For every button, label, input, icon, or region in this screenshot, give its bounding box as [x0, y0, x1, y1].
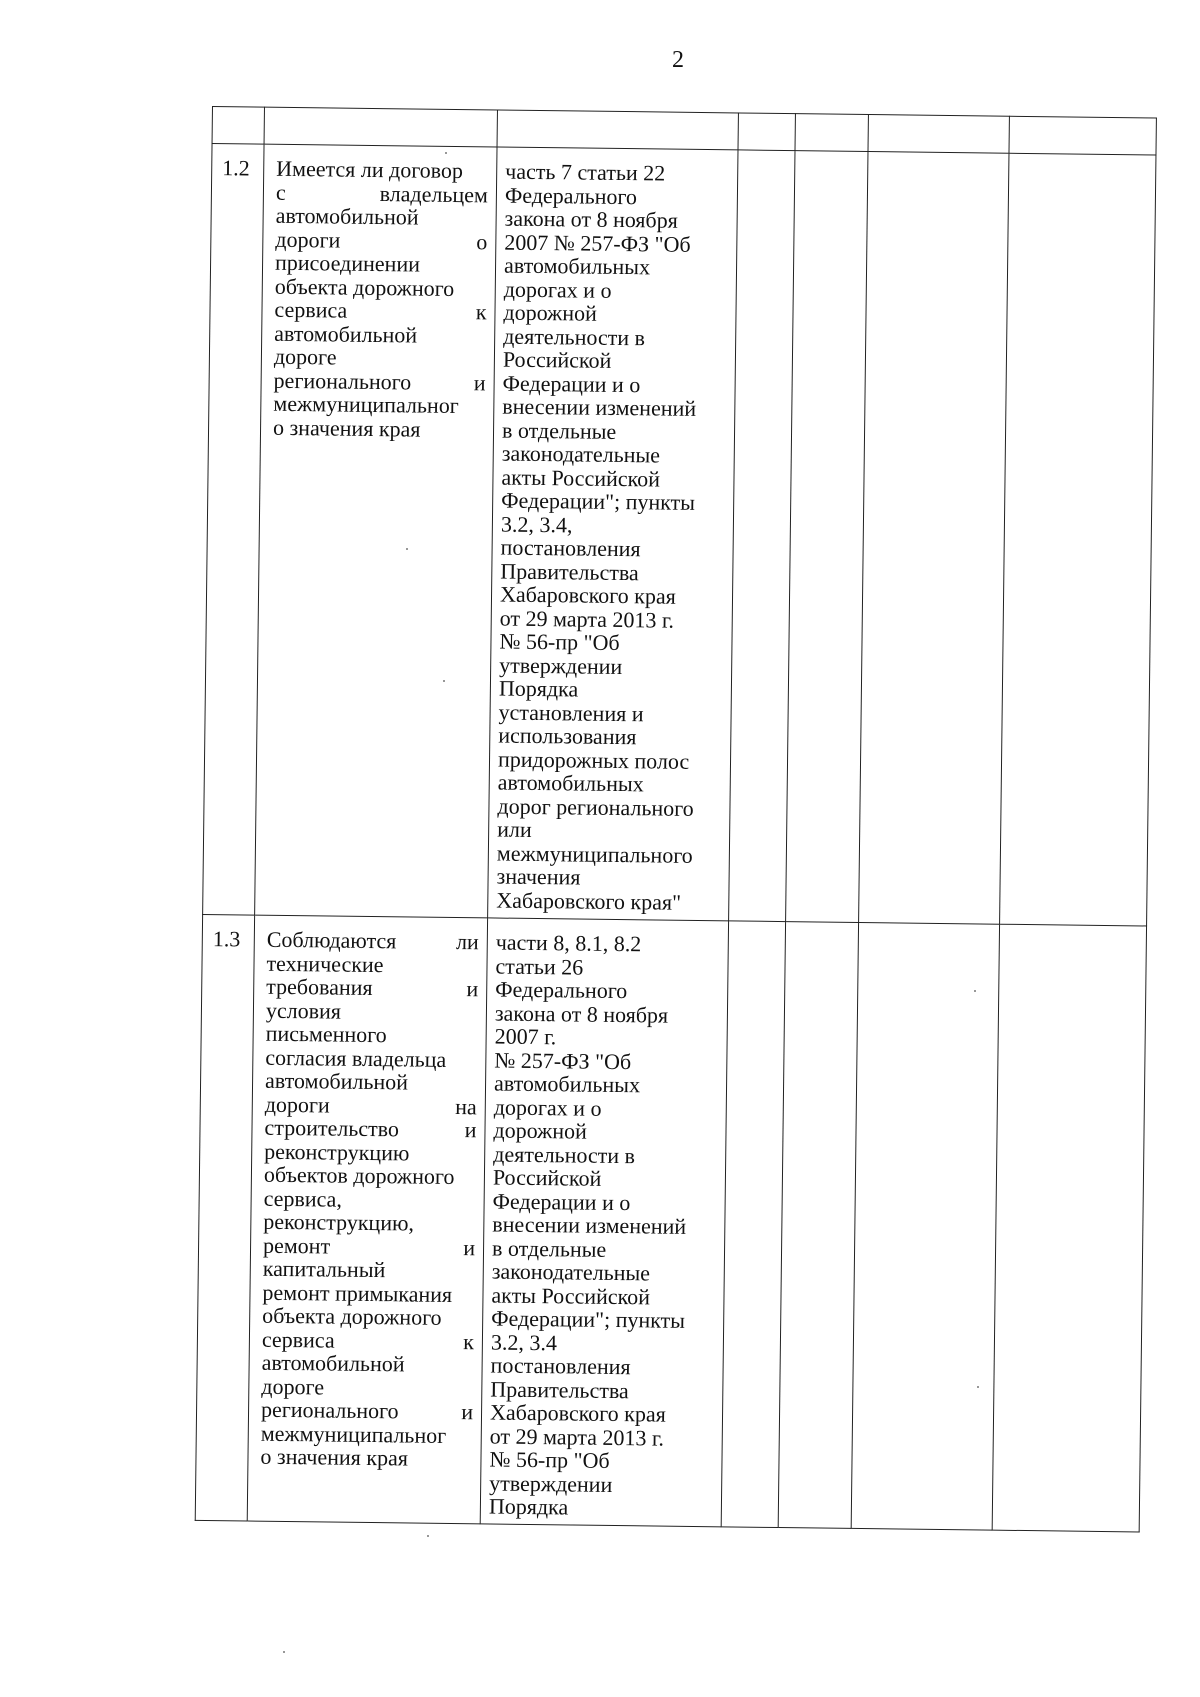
header-cell-empty-2 — [795, 114, 868, 152]
legal-basis-line: автомобильных — [497, 769, 644, 797]
legal-basis-line: дорогах и о — [493, 1094, 602, 1121]
question-line: согласия владельца — [265, 1044, 447, 1072]
question-line: капитальный — [262, 1255, 386, 1283]
header-cell-number — [212, 107, 264, 145]
legal-basis-line: части 8, 8.1, 8.2 — [495, 929, 642, 957]
legal-basis-cell — [480, 918, 728, 1527]
header-cell-empty-4 — [1009, 116, 1156, 155]
legal-basis-line: Федерации"; пункты — [501, 487, 696, 515]
legal-basis-line: № 257-ФЗ "Об — [494, 1047, 632, 1074]
legal-basis-cell — [488, 147, 738, 921]
requirements-table — [195, 106, 1157, 1532]
header-cell-empty-1 — [738, 113, 795, 151]
legal-basis-line: установления и — [498, 699, 644, 726]
row-number-cell: 1.2 — [203, 144, 264, 916]
question-line: Имеется ли договор — [276, 155, 464, 184]
legal-basis-line: законодательные — [491, 1258, 651, 1286]
legal-basis-line: закона от 8 ноября — [494, 1000, 669, 1028]
question-line: сервиса к — [274, 296, 487, 325]
legal-basis-line: в отдельные — [491, 1235, 607, 1262]
legal-basis-line: утверждении — [489, 1469, 613, 1497]
question-line: требования и — [266, 973, 479, 1002]
legal-basis-line: придорожных полос — [497, 746, 690, 774]
empty-cell — [786, 151, 868, 923]
legal-basis-line: от 29 марта 2013 г. — [489, 1422, 665, 1451]
legal-basis-line: законодательные — [501, 440, 661, 468]
question-line: ремонт и — [262, 1232, 476, 1260]
legal-basis-line: Российской — [492, 1164, 602, 1191]
question-line: объекта дорожного — [274, 273, 455, 301]
empty-cell — [992, 924, 1146, 1532]
legal-basis-line: Федерации и о — [492, 1188, 631, 1215]
legal-basis-line: внесении изменений — [492, 1211, 687, 1239]
legal-basis-line: 3.2, 3.4 — [490, 1329, 558, 1355]
legal-basis-line: 3.2, 3.4, — [500, 511, 573, 537]
row-number-cell: 1.3 — [195, 914, 254, 1521]
legal-basis-line: Хабаровского края — [499, 581, 676, 609]
legal-basis-line: № 56-пр "Об — [499, 628, 620, 656]
scan-speck — [406, 548, 408, 550]
empty-cell — [851, 922, 999, 1530]
legal-basis-line: акты Российской — [491, 1282, 651, 1309]
legal-basis-line: автомобильных — [493, 1070, 641, 1098]
legal-basis-line: 2007 г. — [494, 1023, 557, 1050]
legal-basis-line: автомобильных — [503, 252, 651, 280]
question-line: автомобильной — [261, 1349, 405, 1377]
question-line: технические — [266, 950, 384, 977]
question-line: о значения края — [260, 1443, 409, 1471]
question-line: дороги на — [264, 1091, 477, 1119]
question-cell — [255, 144, 497, 918]
question-line: дороги о — [275, 226, 488, 254]
legal-basis-line: постановления — [490, 1352, 631, 1380]
scan-speck — [283, 1651, 285, 1653]
header-cell-legal-basis — [497, 110, 738, 150]
question-line: ремонт примыкания — [262, 1279, 453, 1307]
legal-basis-line: от 29 марта 2013 г. — [499, 605, 675, 633]
legal-basis-line: дорожной — [503, 299, 598, 326]
legal-basis-line: Федерации"; пункты — [491, 1305, 686, 1333]
question-line: дороге — [261, 1373, 325, 1399]
scan-speck — [427, 1535, 429, 1537]
empty-cell — [1000, 153, 1156, 926]
legal-basis-line: деятельности в — [493, 1141, 636, 1168]
table-row — [195, 914, 1146, 1531]
question-line: строительство и — [264, 1114, 477, 1143]
legal-basis-line: утверждении — [499, 652, 623, 679]
legal-basis-line: дорогах и о — [503, 276, 612, 303]
scan-speck — [974, 990, 976, 992]
legal-basis-line: Федерации и о — [502, 370, 641, 397]
legal-basis-line: Правительства — [490, 1375, 629, 1403]
legal-basis-line: акты Российской — [501, 464, 661, 491]
legal-basis-line: 2007 № 257-ФЗ "Об — [504, 229, 691, 257]
legal-basis-line: или — [497, 816, 532, 842]
question-line: с владельцем — [275, 179, 489, 207]
question-line: о значения края — [272, 414, 421, 442]
legal-basis-line: межмуниципального — [496, 840, 693, 868]
legal-basis-line: постановления — [500, 534, 641, 562]
empty-cell — [729, 150, 795, 922]
question-line: реконструкцию — [264, 1138, 410, 1165]
legal-basis-line: в отдельные — [501, 417, 617, 444]
legal-basis-line: значения — [496, 863, 581, 890]
question-line: условия — [265, 997, 342, 1024]
legal-basis-line: Хабаровского края — [489, 1399, 666, 1427]
empty-cell — [721, 921, 785, 1528]
legal-basis-line: Порядка — [498, 675, 579, 702]
legal-basis-line: внесении изменений — [502, 393, 697, 421]
question-line: объекта дорожного — [262, 1302, 442, 1330]
question-line: присоединении — [274, 249, 421, 277]
legal-basis-line: деятельности в — [503, 323, 646, 350]
question-line: реконструкцию, — [263, 1208, 415, 1236]
question-line: письменного — [265, 1020, 387, 1048]
table-row — [203, 144, 1156, 926]
legal-basis-line: № 56-пр "Об — [489, 1446, 610, 1473]
legal-basis-line: часть 7 статьи 22 — [505, 158, 666, 186]
header-cell-question — [264, 107, 497, 147]
question-cell — [247, 915, 487, 1524]
question-line: автомобильной — [264, 1067, 409, 1095]
question-line: Соблюдаются ли — [266, 926, 479, 955]
legal-basis-line: дорожной — [493, 1117, 588, 1144]
question-line: сервиса, — [263, 1185, 343, 1212]
question-line: межмуниципальног — [273, 390, 459, 419]
scan-speck — [443, 680, 445, 682]
scan-speck — [977, 1386, 979, 1388]
question-line: автомобильной — [275, 202, 419, 230]
legal-basis-line: Хабаровского края" — [496, 887, 682, 915]
question-line: дороге — [273, 343, 337, 370]
legal-basis-line: закона от 8 ноября — [504, 205, 678, 233]
question-line: межмуниципальног — [260, 1420, 447, 1448]
legal-basis-line: Федерального — [504, 182, 638, 209]
page-number: 2 — [672, 47, 684, 73]
header-cell-empty-3 — [868, 115, 1009, 154]
legal-basis-line: статьи 26 — [495, 953, 584, 980]
empty-cell — [859, 152, 1009, 925]
question-line: регионального и — [260, 1396, 474, 1425]
scan-speck — [445, 152, 447, 154]
empty-cell — [778, 922, 858, 1529]
legal-basis-line: Российской — [502, 346, 612, 373]
legal-basis-line: использования — [498, 722, 637, 750]
question-line: сервиса к — [261, 1326, 475, 1354]
legal-basis-line: Правительства — [500, 558, 639, 585]
question-line: автомобильной — [274, 320, 418, 348]
legal-basis-line: Порядка — [488, 1493, 569, 1520]
question-line: регионального и — [273, 367, 486, 395]
question-line: объектов дорожного — [263, 1161, 455, 1190]
legal-basis-line: Федерального — [495, 976, 628, 1004]
legal-basis-line: дорог регионального — [497, 793, 694, 821]
